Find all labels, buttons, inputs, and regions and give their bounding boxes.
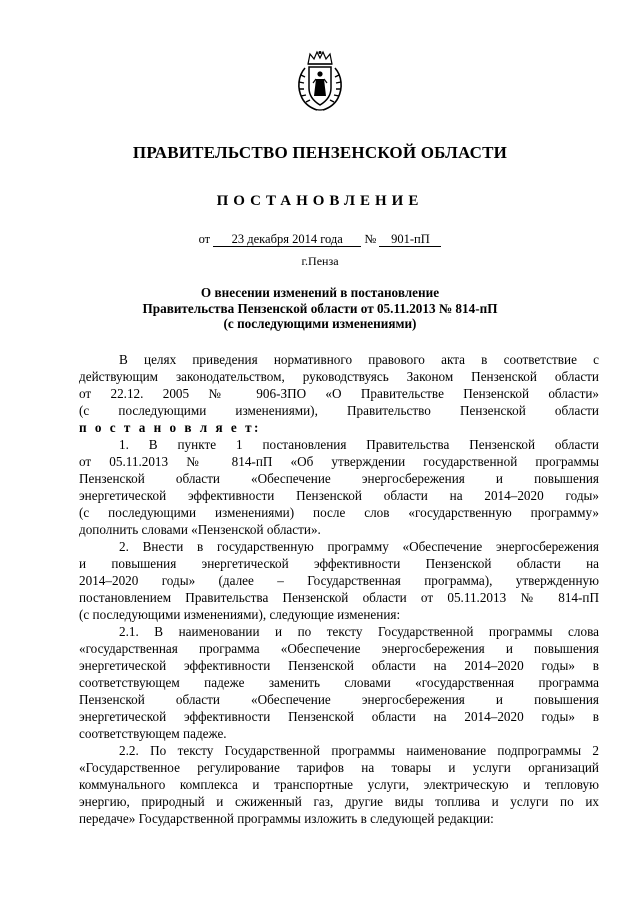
body-line: коммунального комплекса и транспортные услуги, электрическую и тепловую xyxy=(79,777,599,792)
document-number: 901-пП xyxy=(379,232,441,247)
body-line: (с последующими изменениями), Правительство Пензенской области xyxy=(79,403,599,418)
body-line: (с последующими изменениями), следующие изменения: xyxy=(79,607,401,622)
body-line: энергетической эффективности Пензенской области на 2014–2020 годы» xyxy=(79,488,599,503)
body-line: передаче» Государственной программы изложить в следующей редакции: xyxy=(79,811,494,826)
coat-of-arms-icon xyxy=(295,50,345,112)
number-sign: № xyxy=(364,232,377,246)
body-line: энергию, природный и сжиженный газ, другие виды топлива и услуги по их xyxy=(79,794,599,809)
body-line: энергетической эффективности Пензенской области на 2014–2020 годы» в xyxy=(79,709,599,724)
resolves-keyword: п о с т а н о в л я е т: xyxy=(79,420,261,435)
document-subject xyxy=(80,285,560,332)
date-number-line xyxy=(0,232,640,247)
body-line: (с последующими изменениями) после слов «государственную программу» xyxy=(79,505,599,520)
body-line: соответствующем падеже заменить словами «государственная программа xyxy=(79,675,599,690)
document-type: ПОСТАНОВЛЕНИЕ xyxy=(216,193,424,209)
subject-line: О внесении изменений в постановление xyxy=(200,285,440,300)
body-line: и повышения энергетической эффективности Пензенской области на xyxy=(79,556,599,571)
body-line: В целях приведения нормативного правового акта в соответствие с xyxy=(119,352,599,367)
body-line: «Государственное регулирование тарифов на товары и услуги организаций xyxy=(79,760,599,775)
document-date: 23 декабря 2014 года xyxy=(213,232,361,247)
body-line: энергетической эффективности Пензенской области на 2014–2020 годы» в xyxy=(79,658,599,673)
body-line: Пензенской области «Обеспечение энергосбережения и повышения xyxy=(79,692,599,707)
subject-line: Правительства Пензенской области от 05.11.2013 № 814-пП xyxy=(142,300,498,316)
body-line: от 22.12. 2005 № 906-ЗПО «О Правительстве Пензенской области» xyxy=(79,386,599,401)
body-line: соответствующем падеже. xyxy=(79,726,227,741)
subject-line: (с последующими изменениями) xyxy=(223,316,417,331)
government-title: ПРАВИТЕЛЬСТВО ПЕНЗЕНСКОЙ ОБЛАСТИ xyxy=(132,143,508,162)
body-line: Пензенской области «Обеспечение энергосбережения и повышения xyxy=(79,471,599,486)
body-line: 2.2. По тексту Государственной программы наименование подпрограммы 2 xyxy=(119,743,599,758)
body-line: 2014–2020 годы» (далее – Государственная программа), утвержденную xyxy=(79,573,599,588)
body-line: дополнить словами «Пензенской области». xyxy=(79,522,321,537)
document-body xyxy=(79,351,599,827)
body-line: «государственная программа «Обеспечение энергосбережения и повышения xyxy=(79,641,599,656)
body-line: 2. Внести в государственную программу «Обеспечение энергосбережения xyxy=(119,539,599,554)
body-line: 2.1. В наименовании и по тексту Государственной программы слова xyxy=(119,624,599,639)
body-line: постановлением Правительства Пензенской области от 05.11.2013 № 814-пП xyxy=(79,590,599,605)
body-line: от 05.11.2013 № 814-пП «Об утверждении государственной программы xyxy=(79,454,599,469)
date-prefix: от xyxy=(198,232,211,246)
body-line: 1. В пункте 1 постановления Правительства Пензенской области xyxy=(119,437,599,452)
city: г.Пенза xyxy=(301,254,339,268)
body-line: действующим законодательством, руководствуясь Законом Пензенской области xyxy=(79,369,599,384)
